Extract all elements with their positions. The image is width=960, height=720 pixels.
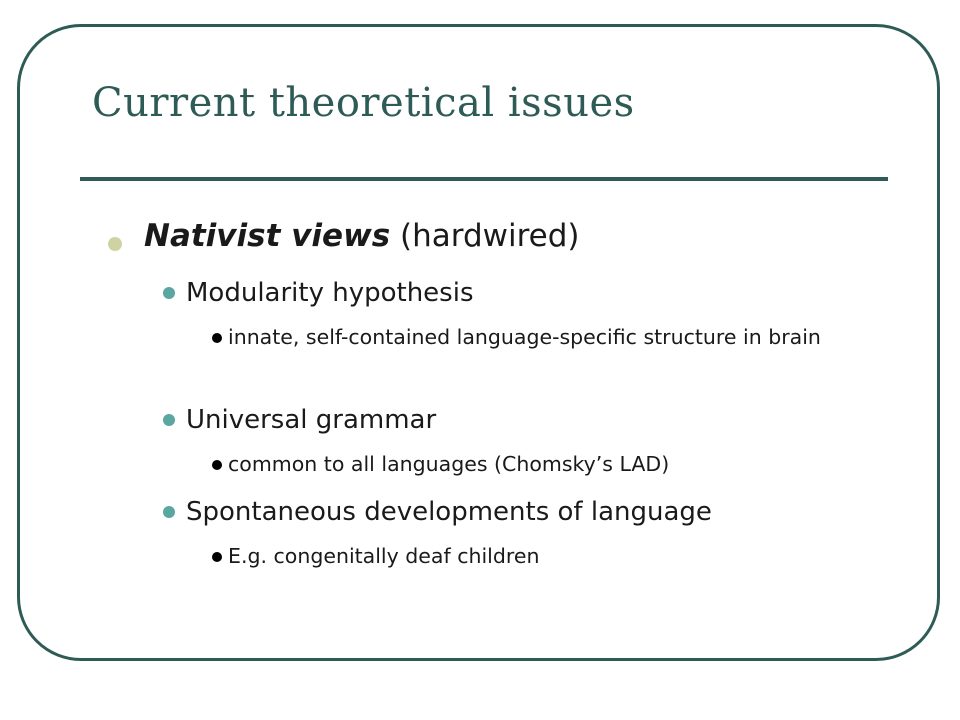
slide-title: Current theoretical issues	[92, 80, 635, 126]
subpoint-modularity: innate, self-contained language-specific structure in brain	[228, 325, 821, 349]
bullet-icon	[212, 460, 222, 470]
subpoint-universal-grammar: common to all languages (Chomsky’s LAD)	[228, 452, 670, 476]
point-universal-grammar: Universal grammar	[186, 405, 437, 435]
point-modularity: Modularity hypothesis	[186, 278, 474, 308]
bullet-icon	[163, 287, 175, 299]
main-point-rest: (hardwired)	[390, 218, 580, 254]
subpoint-spontaneous: E.g. congenitally deaf children	[228, 544, 540, 568]
bullet-icon	[108, 237, 122, 251]
bullet-icon	[163, 506, 175, 518]
main-point	[144, 218, 580, 254]
bullet-icon	[212, 333, 222, 343]
bullet-icon	[163, 414, 175, 426]
point-spontaneous: Spontaneous developments of language	[186, 497, 712, 527]
bullet-icon	[212, 552, 222, 562]
main-point-emphasis: Nativist views	[144, 218, 391, 254]
